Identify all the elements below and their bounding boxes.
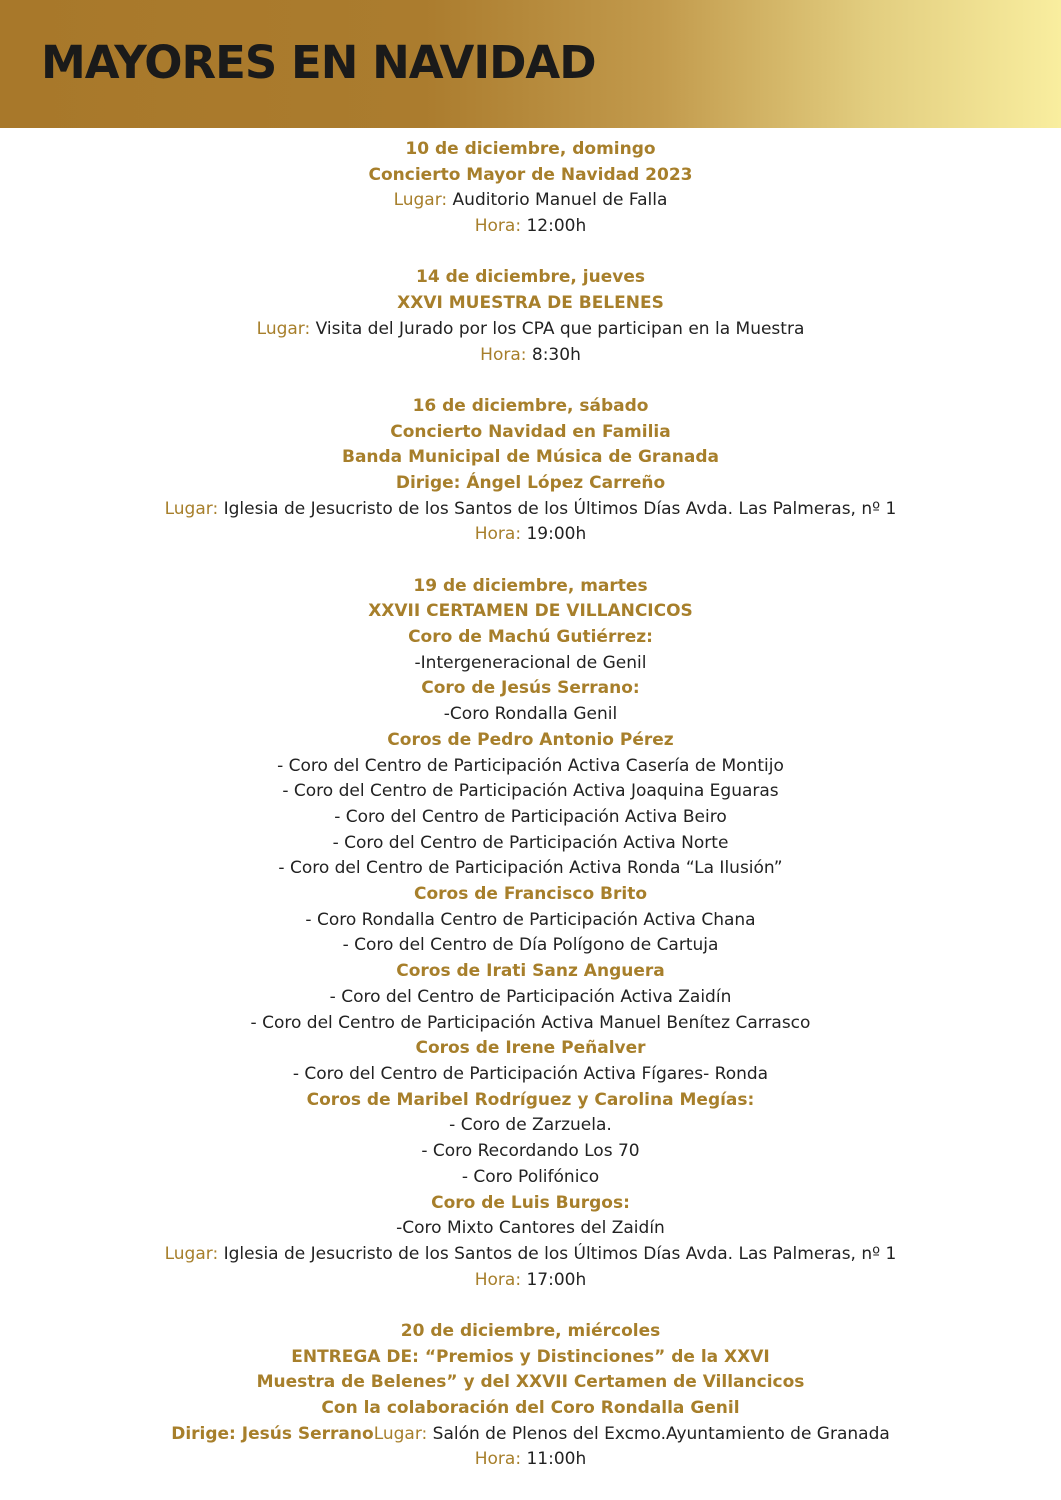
- event-item: [0, 574, 1061, 1294]
- location-value: Salón de Plenos del Excmo.Ayuntamiento de Granada: [427, 1423, 890, 1444]
- time-label: Hora:: [474, 524, 522, 545]
- location-value: Iglesia de Jesucristo de los Santos de los Últimos Días Avda. Las Palmeras, nº 1: [223, 1243, 897, 1264]
- event-subtitle: Banda Municipal de Música de Granada: [341, 447, 720, 468]
- event-date: 20 de diciembre, miércoles: [400, 1320, 661, 1341]
- time-label: Hora:: [474, 1449, 522, 1470]
- event-location: [0, 497, 1061, 523]
- event-director: Dirige: Jesús Serrano: [171, 1423, 374, 1444]
- time-value: 8:30h: [531, 344, 581, 365]
- event-title: Muestra de Belenes” y del XXVII Certamen de Villancicos: [256, 1372, 805, 1393]
- choir-member: - Coro del Centro de Participación Activa Fígares- Ronda: [292, 1063, 769, 1084]
- event-time: [0, 214, 1061, 240]
- event-date: 14 de diciembre, jueves: [416, 267, 645, 288]
- event-item: [0, 137, 1061, 240]
- choir-director: Coro de Luis Burgos:: [431, 1192, 630, 1213]
- event-title: Concierto Navidad en Familia: [390, 421, 671, 442]
- choir-member: - Coro del Centro de Participación Activa Beiro: [334, 806, 727, 827]
- location-label: Lugar:: [373, 1423, 428, 1444]
- time-value: 11:00h: [526, 1449, 587, 1470]
- event-time: [0, 343, 1061, 369]
- location-value: Visita del Jurado por los CPA que participan en la Muestra: [315, 318, 805, 339]
- header-banner: [0, 0, 1061, 128]
- event-item: [0, 394, 1061, 548]
- choir-director: Coros de Maribel Rodríguez y Carolina Megías:: [306, 1089, 755, 1110]
- event-date: 10 de diciembre, domingo: [405, 139, 656, 159]
- event-date: 19 de diciembre, martes: [413, 575, 648, 596]
- event-item: [0, 1319, 1061, 1473]
- choir-member: - Coro del Centro de Participación Activa Norte: [332, 832, 729, 853]
- event-item: [0, 265, 1061, 368]
- event-title: ENTREGA DE: “Premios y Distinciones” de la XXVI: [291, 1346, 770, 1367]
- location-label: Lugar:: [256, 318, 311, 339]
- choir-director: Coros de Francisco Brito: [413, 884, 648, 905]
- choir-member: - Coro del Centro de Participación Activa Zaidín: [329, 986, 732, 1007]
- choir-director: Coro de Jesús Serrano:: [421, 678, 640, 699]
- page-title: MAYORES EN NAVIDAD: [41, 36, 596, 89]
- event-time: [0, 1447, 1061, 1473]
- choir-member: - Coro de Zarzuela.: [449, 1115, 612, 1136]
- time-label: Hora:: [480, 344, 527, 365]
- choir-member: - Coro Rondalla Centro de Participación Activa Chana: [305, 909, 756, 930]
- choir-member: - Coro del Centro de Participación Activa Manuel Benítez Carrasco: [250, 1012, 811, 1033]
- event-director: Dirige: Ángel López Carreño: [395, 472, 666, 493]
- event-director-location: [0, 1422, 1061, 1448]
- event-time: [0, 1268, 1061, 1294]
- choir-member: -Intergeneracional de Genil: [414, 652, 647, 673]
- choir-member: - Coro del Centro de Día Polígono de Cartuja: [342, 935, 719, 956]
- location-value: Auditorio Manuel de Falla: [452, 190, 668, 211]
- event-title: Con la colaboración del Coro Rondalla Genil: [321, 1398, 740, 1419]
- event-date: 16 de diciembre, sábado: [412, 395, 649, 416]
- event-title: XXVI MUESTRA DE BELENES: [397, 293, 664, 314]
- event-title: Concierto Mayor de Navidad 2023: [368, 164, 693, 185]
- choir-member: - Coro del Centro de Participación Activa Casería de Montijo: [277, 755, 784, 776]
- event-location: [0, 1242, 1061, 1268]
- time-value: 17:00h: [526, 1269, 587, 1290]
- time-label: Hora:: [474, 216, 522, 237]
- time-value: 12:00h: [526, 216, 587, 237]
- time-label: Hora:: [474, 1269, 522, 1290]
- choir-member: - Coro del Centro de Participación Activa Joaquina Eguaras: [282, 781, 779, 802]
- choir-member: - Coro Polifónico: [461, 1166, 600, 1187]
- choir-member: -Coro Mixto Cantores del Zaidín: [396, 1218, 665, 1239]
- choir-member: - Coro Recordando Los 70: [421, 1141, 640, 1162]
- choir-member: -Coro Rondalla Genil: [443, 704, 618, 725]
- location-label: Lugar:: [393, 190, 448, 211]
- location-label: Lugar:: [164, 1243, 219, 1264]
- time-value: 19:00h: [526, 524, 587, 545]
- choir-director: Coros de Irene Peñalver: [415, 1038, 646, 1059]
- choir-member: - Coro del Centro de Participación Activa Ronda “La Ilusión”: [278, 858, 783, 879]
- event-location: [0, 317, 1061, 343]
- location-value: Iglesia de Jesucristo de los Santos de los Últimos Días Avda. Las Palmeras, nº 1: [223, 498, 897, 519]
- choir-director: Coros de Irati Sanz Anguera: [396, 961, 665, 982]
- choir-director: Coro de Machú Gutiérrez:: [408, 627, 653, 648]
- choir-director: Coros de Pedro Antonio Pérez: [387, 729, 674, 750]
- location-label: Lugar:: [164, 498, 219, 519]
- event-list: [0, 137, 1061, 1473]
- event-time: [0, 522, 1061, 548]
- event-title: XXVII CERTAMEN DE VILLANCICOS: [368, 601, 693, 622]
- event-location: [0, 188, 1061, 214]
